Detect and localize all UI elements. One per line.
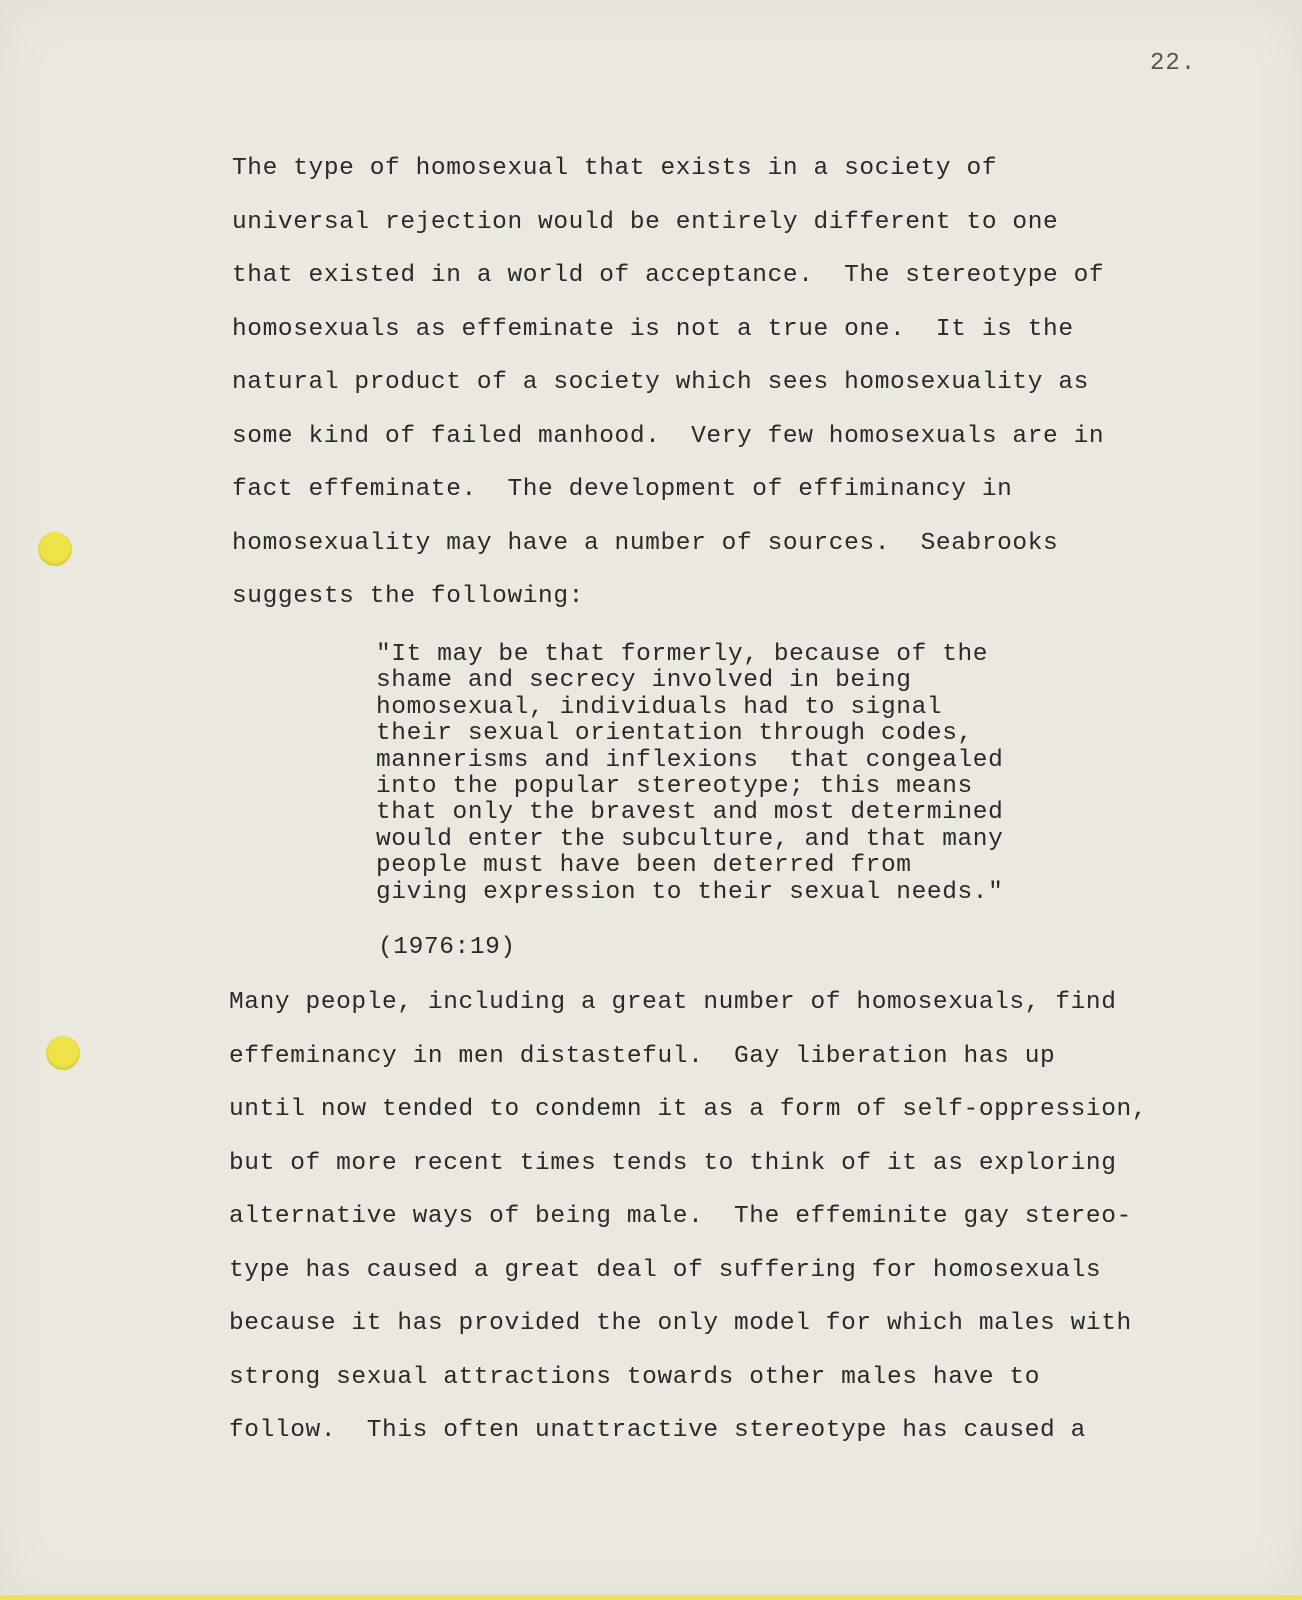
quote-line: homosexual, individuals had to signal	[376, 693, 943, 721]
paragraph-line: natural product of a society which sees homosexuality as	[232, 369, 1089, 396]
quote-line: "It may be that formerly, because of the	[376, 641, 989, 668]
paragraph-line: follow. This often unattractive stereotype has caused a	[229, 1417, 1086, 1444]
paragraph-line: some kind of failed manhood. Very few homosexuals are in	[232, 422, 1105, 450]
paragraph-line: that existed in a world of acceptance. The stereotype of	[232, 262, 1105, 289]
paragraph-line: universal rejection would be entirely different to one	[232, 208, 1059, 236]
paragraph-line: homosexuals as effeminate is not a true one. It is the	[232, 315, 1074, 343]
paragraph-line: homosexuality may have a number of sources. Seabrooks	[232, 529, 1059, 557]
paragraph-2	[229, 976, 1147, 1458]
paragraph-line: suggests the following:	[232, 583, 584, 610]
paragraph-line: until now tended to condemn it as a form of self-oppression,	[229, 1096, 1148, 1123]
quote-line: shame and secrecy involved in being	[376, 667, 912, 695]
quote-line: their sexual orientation through codes,	[376, 720, 973, 748]
paragraph-line: type has caused a great deal of suffering for homosexuals	[229, 1256, 1102, 1284]
paragraph-line: because it has provided the only model for which males with	[229, 1310, 1132, 1337]
paragraph-line: effeminancy in men distasteful. Gay liberation has up	[229, 1042, 1056, 1070]
paragraph-1	[232, 142, 1104, 624]
quote-line: giving expression to their sexual needs."	[376, 878, 1004, 906]
paragraph-line: Many people, including a great number of homosexuals, find	[229, 989, 1117, 1016]
quote-line: into the popular stereotype; this means	[376, 772, 973, 800]
paragraph-line: The type of homosexual that exists in a society of	[232, 155, 998, 182]
paragraph-line: alternative ways of being male. The effeminite gay stereo-	[229, 1203, 1132, 1230]
paragraph-line: but of more recent times tends to think of it as exploring	[229, 1149, 1117, 1177]
quote-line: that only the bravest and most determined	[376, 799, 1004, 827]
paragraph-line: strong sexual attractions towards other males have to	[229, 1363, 1041, 1391]
punch-hole-bottom	[46, 1036, 80, 1070]
punch-hole-top	[38, 532, 72, 566]
quote-line: would enter the subculture, and that many	[376, 825, 1004, 853]
quote-line: people must have been deterred from	[376, 852, 912, 880]
page-number: 22.	[1150, 50, 1197, 77]
quote-citation: (1976:19)	[378, 934, 516, 961]
paragraph-line: fact effeminate. The development of effiminancy in	[232, 476, 1013, 503]
block-quote	[376, 642, 1003, 906]
quote-line: mannerisms and inflexions that congealed	[376, 746, 1004, 774]
